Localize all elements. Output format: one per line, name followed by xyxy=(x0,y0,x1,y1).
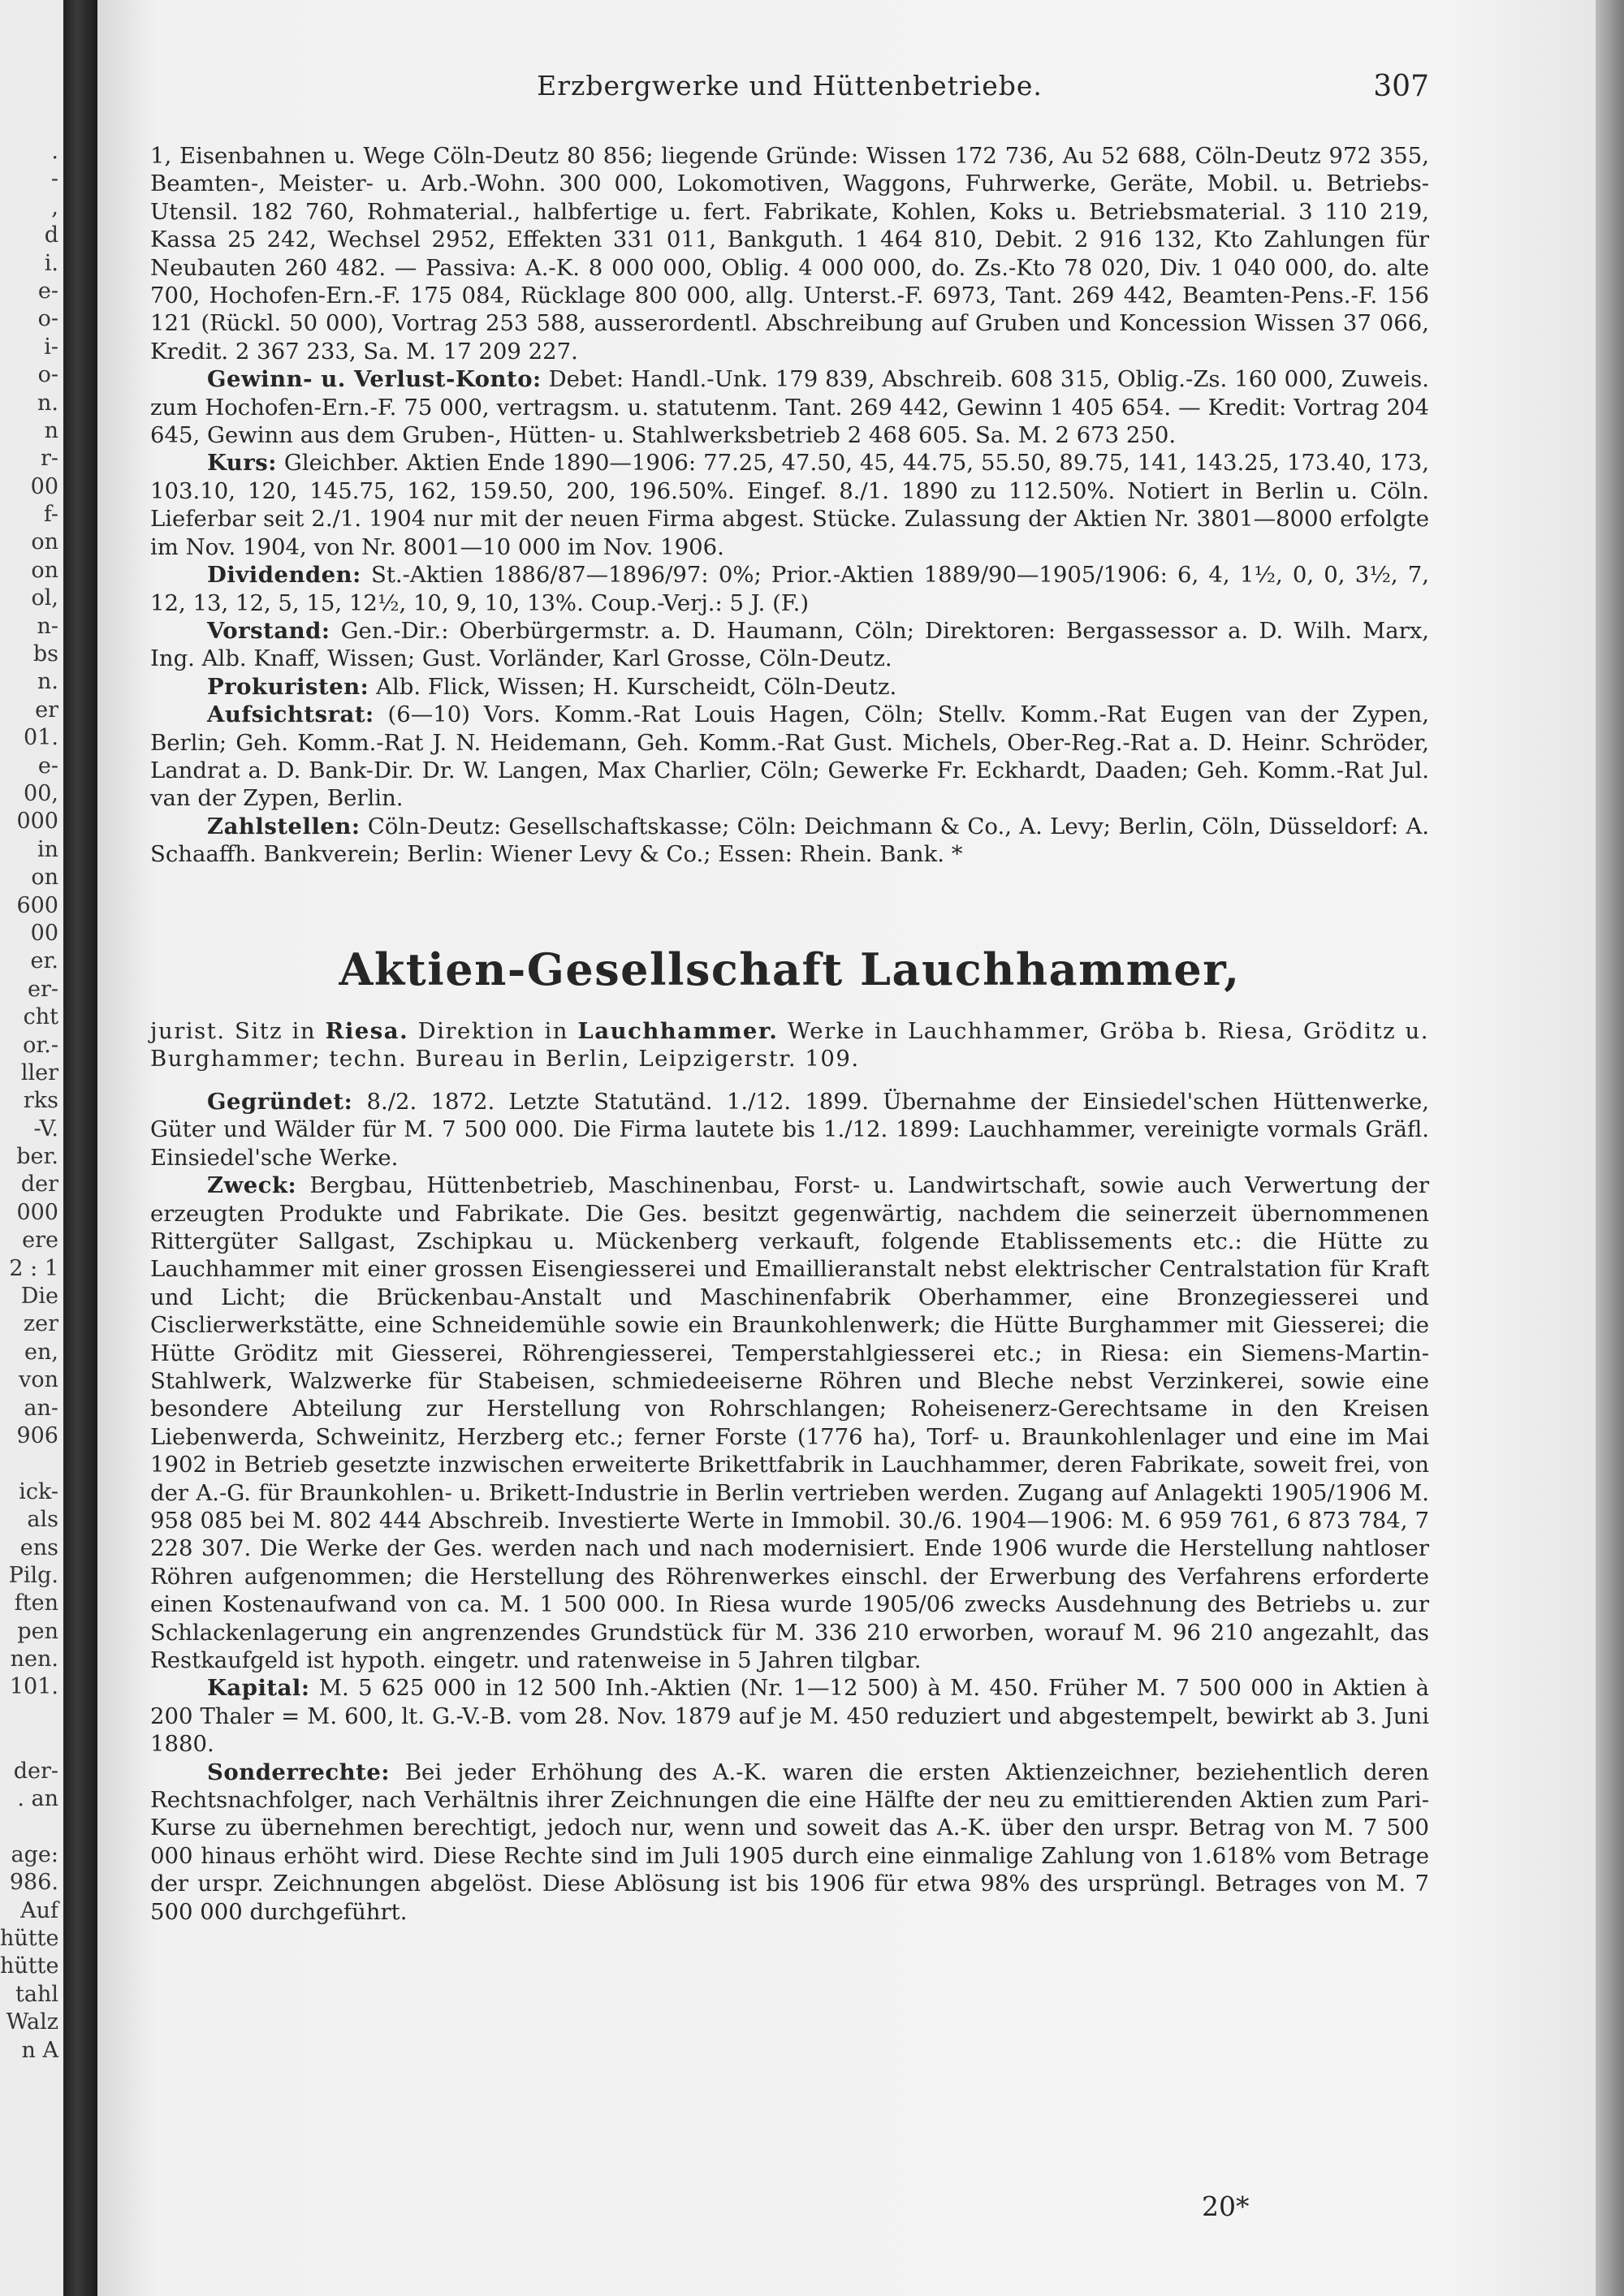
section-text: Debet: Handl.-Unk. 179 839, Abschreib. 608 315, Oblig.-Zs. 160 000, Zuweis. zum Hochofen-Ern.-F. 75 000, vertragsm. u. statutenm. Tant. 269 442, Gewinn 1 405 654. — Kredit: Vortrag 204 645, Gewinn aus dem Gruben-, Hütten- u. Stahlwerksbetrieb 2 468 605. Sa. M. 2 673 250. xyxy=(150,366,1429,449)
left-page-fragment: . xyxy=(51,139,58,164)
section-label: Aufsichtsrat: xyxy=(207,701,374,728)
section-label: Zweck: xyxy=(207,1172,297,1199)
section-text: Cöln-Deutz: Gesellschaftskasse; Cöln: Deichmann & Co., A. Levy; Berlin, Cöln, Düsseldorf: A. Schaaffh. Bankverein; Berlin: Wiener Levy & Co.; Essen: Rhein. Bank. * xyxy=(150,813,1429,868)
left-page-fragment: i- xyxy=(44,334,58,360)
section-label: Vorstand: xyxy=(207,617,330,644)
company-subtitle xyxy=(150,1017,1429,1073)
left-page-fragment: 2 : 1 xyxy=(9,1255,58,1281)
left-page-fragment xyxy=(0,1702,63,1729)
left-page-fragments xyxy=(0,138,63,2065)
left-page-fragment: -V. xyxy=(33,1116,58,1142)
left-page-fragment: n. xyxy=(37,669,58,695)
left-page-fragment: on xyxy=(31,557,58,583)
left-page-fragment: 00 xyxy=(30,473,58,499)
section-label: Zahlstellen: xyxy=(207,813,361,839)
left-page-fragment: i. xyxy=(44,250,58,276)
section-text: St.-Aktien 1886/87—1896/97: 0%; Prior.-Aktien 1889/90—1905/1906: 6, 4, 1½, 0, 0, 3½, 7, 12, 13, 12, 5, 15, 12½, 10, 9, 10, 13%. Coup.-Verj.: 5 J. (F.) xyxy=(150,562,1429,616)
left-page-fragment: - xyxy=(50,166,58,192)
kurs-section xyxy=(150,449,1429,561)
subtitle-part: jurist. Sitz in xyxy=(150,1018,317,1045)
left-page-fragment: ol, xyxy=(31,585,58,611)
left-page-fragment: ber. xyxy=(16,1144,58,1170)
direction-location: Lauchhammer. xyxy=(577,1018,779,1045)
left-page-fragment: pen xyxy=(17,1618,58,1644)
left-page-fragment: er. xyxy=(30,948,58,974)
left-page-fragment: ere xyxy=(22,1228,58,1254)
section-text: Bei jeder Erhöhung des A.-K. waren die ersten Aktienzeichner, beziehentlich deren Rechtsnachfolger, nach Verhältnis ihrer Zeichnungen die eine Hälfte der neu zu emittierenden Aktien zum Pari-Kurse zu übernehmen berechtigt, jedoch nur, wenn und soweit das A.-K. über den urspr. Betrag von M. 7 500 000 hinaus erhöht wird. Diese Rechte sind im Juli 1905 durch eine einmalige Zahlung von 1.618% vom Betrage der urspr. Zeichnungen abgelöst. Diese Ablösung ist bis 1906 für etwa 98% des ursprüngl. Betrages von M. 7 500 000 durchgeführt. xyxy=(150,1759,1429,1925)
left-page-fragment: Die xyxy=(20,1284,58,1310)
left-page-fragment: cht xyxy=(23,1004,58,1030)
left-page-fragment: on xyxy=(31,529,58,555)
left-page-fragment: o- xyxy=(37,306,58,332)
section-text: Alb. Flick, Wissen; H. Kurscheidt, Cöln-Deutz. xyxy=(376,673,897,700)
section-label: Gegründet: xyxy=(207,1088,353,1115)
left-page-fragment: ens xyxy=(19,1534,58,1560)
left-page-fragment: Auf xyxy=(20,1897,58,1923)
left-page-fragment: 01. xyxy=(24,725,58,751)
left-page-fragment: hütte xyxy=(0,1953,59,1979)
left-page-fragment: ller xyxy=(20,1060,58,1085)
left-page-fragment: or.- xyxy=(23,1032,58,1058)
section-text: 8./2. 1872. Letzte Statutänd. 1./12. 1899. Übernahme der Einsiedel'schen Hüttenwerke, Güter und Wälder für M. 7 500 000. Die Firma lautete bis 1./12. 1899: Lauchhammer, vereinigte vormals Gräfl. Einsiedel'sche Werke. xyxy=(150,1088,1429,1171)
left-page-fragment: nen. xyxy=(10,1646,58,1672)
left-page-fragment: d xyxy=(44,222,58,248)
left-page-fragment: o- xyxy=(37,362,58,388)
left-page-fragment: n xyxy=(44,417,58,443)
left-page-fragment: 000 xyxy=(16,1199,58,1225)
section-text: Gen.-Dir.: Oberbürgermstr. a. D. Haumann, Cöln; Direktoren: Bergassessor a. D. Wilh. Marx, Ing. Alb. Knaff, Wissen; Gust. Vorländer, Karl Grosse, Cöln-Deutz. xyxy=(150,617,1429,672)
left-page-fragment: Pilg. xyxy=(8,1562,58,1588)
kapital-section xyxy=(150,1674,1429,1758)
signature-mark: 20* xyxy=(1202,2190,1250,2222)
gewinn-verlust-section xyxy=(150,365,1429,449)
book-gutter xyxy=(63,0,97,2296)
right-page-edge xyxy=(1596,0,1624,2296)
left-page-fragment: 986. xyxy=(9,1870,58,1896)
section-text: (6—10) Vors. Komm.-Rat Louis Hagen, Cöln; Stellv. Komm.-Rat Eugen van der Zypen, Berlin; Geh. Komm.-Rat J. N. Heidemann, Geh. Komm.-Rat Gust. Michels, Ober-Reg.-Rat a. D. Heinr. Schröder, Landrat a. D. Bank-Dir. Dr. W. Langen, Max Charlier, Cöln; Gewerke Fr. Eckhardt, Daaden; Geh. Komm.-Rat Jul. van der Zypen, Berlin. xyxy=(150,701,1429,812)
legal-seat: Riesa. xyxy=(325,1018,409,1045)
zweck-section xyxy=(150,1172,1429,1674)
section-label: Kurs: xyxy=(207,450,277,477)
left-page-fragment: er- xyxy=(27,976,58,1002)
left-page-fragment: in xyxy=(37,836,58,862)
left-page-fragment: e- xyxy=(37,278,58,304)
section-label: Kapital: xyxy=(207,1675,310,1702)
aufsichtsrat-section xyxy=(150,701,1429,813)
company-title: Aktien-Gesellschaft Lauchhammer, xyxy=(339,943,1241,995)
left-page-fragment: n. xyxy=(37,390,58,416)
left-page-fragment: r- xyxy=(40,446,58,472)
left-page-fragment: bs xyxy=(32,641,58,667)
left-page-fragment: er xyxy=(35,697,58,723)
left-page-fragment: en, xyxy=(24,1339,58,1365)
section-label: Gewinn- u. Verlust-Konto: xyxy=(207,366,542,393)
left-page-fragment: e- xyxy=(37,753,58,779)
left-page-fragment: n- xyxy=(37,613,58,639)
left-page-fragment: der xyxy=(20,1172,58,1198)
page-header xyxy=(150,70,1429,110)
balance-continuation: 1, Eisenbahnen u. Wege Cöln-Deutz 80 856; liegende Gründe: Wissen 172 736, Au 52 688, Cöln-Deutz 972 355, Beamten-, Meister- u. Arb.-Wohn. 300 000, Lokomotiven, Waggons, Fuhrwerke, Geräte, Mobil. u. Betriebs-Utensil. 182 760, Rohmaterial., halbfertige u. fert. Fabrikate, Kohlen, Koks u. Betriebsmaterial. 3 110 219, Kassa 25 242, Wechsel 2952, Effekten 331 011, Bankguth. 1 464 810, Debit. 2 916 132, Kto Zahlungen für Neubauten 260 482. — Passiva: A.-K. 8 000 000, Oblig. 4 000 000, do. Zs.-Kto 78 020, Div. 1 040 000, do. alte 700, Hochofen-Ern.-F. 175 084, Rücklage 800 000, allg. Unterst.-F. 6973, Tant. 269 442, Beamten-Pens.-F. 156 121 (Rückl. 50 000), Vortrag 253 588, ausserordentl. Abschreibung auf Gruben und Koncession Wissen 37 066, Kredit. 2 367 233, Sa. M. 17 209 227. xyxy=(150,143,1429,365)
left-page-fragment xyxy=(0,1450,63,1478)
page-content xyxy=(150,142,1429,1926)
vorstand-section xyxy=(150,617,1429,673)
left-facing-page xyxy=(0,0,63,2296)
sonderrechte-section xyxy=(150,1759,1429,1926)
left-page-fragment: der- xyxy=(13,1758,58,1784)
left-page-fragment: ick- xyxy=(19,1478,58,1504)
left-page-fragment: tahl xyxy=(15,1981,58,2007)
left-page-fragment: ften xyxy=(14,1590,58,1616)
left-page-fragment: 600 xyxy=(16,892,58,918)
left-page-fragment: on xyxy=(31,865,58,891)
left-page-fragment: Walz xyxy=(6,2009,58,2035)
gegruendet-section xyxy=(150,1088,1429,1172)
section-label: Prokuristen: xyxy=(207,673,369,700)
left-page-fragment: . an xyxy=(17,1786,58,1812)
left-page-fragment: n A xyxy=(21,2037,58,2063)
left-page-fragment: 906 xyxy=(16,1422,58,1448)
dividenden-section xyxy=(150,561,1429,617)
left-page-fragment: 101. xyxy=(9,1674,58,1700)
subtitle-part: Direktion in xyxy=(417,1018,569,1045)
left-page-fragment: 00, xyxy=(24,780,58,806)
left-page-fragment: 00 xyxy=(30,920,58,946)
subtitle-part: Werke in Lauchhammer, Gröba b. Riesa, Gröditz u. Burghammer; techn. Bureau in Berlin, Leipzigerstr. 109. xyxy=(150,1018,1429,1072)
left-page-fragment: zer xyxy=(23,1311,58,1337)
section-text: Gleichber. Aktien Ende 1890—1906: 77.25, 47.50, 45, 44.75, 55.50, 89.75, 141, 143.25, 173.40, 173, 103.10, 120, 145.75, 162, 159.50, 200, 196.50%. Eingef. 8./1. 1890 zu 112.50%. Notiert in Berlin u. Cöln. Lieferbar seit 2./1. 1904 nur mit der neuen Firma abgest. Stücke. Zulassung der Aktien Nr. 3801—8000 erfolgte im Nov. 1904, von Nr. 8001—10 000 im Nov. 1906. xyxy=(150,450,1429,560)
section-text: Bergbau, Hüttenbetrieb, Maschinenbau, Forst- u. Landwirtschaft, sowie auch Verwertung der erzeugten Produkte und Fabrikate. Die Ges. besitzt gegenwärtig, nachdem die seinerzeit übernommenen Rittergüter Sallgast, Zschipkau u. Mückenberg verkauft, folgende Etablissements etc.: die Hütte zu Lauchhammer mit einer grossen Eisengiesserei und Emaillieranstalt nebst elektrischer Centralstation für Kraft und Licht; die Brückenbau-Anstalt und Maschinenfabrik Oberhammer, eine Bronzegiesserei und Cisclierwerkstätte, eine Schneidemühle sowie ein Braunkohlenwerk; die Hütte Burghammer mit Giesserei; die Hütte Gröditz mit Giesserei, Röhrengiesserei, Temperstahlgiesserei etc.; in Riesa: ein Siemens-Martin-Stahlwerk, Walzwerke für Stabeisen, schmiedeeiserne Röhren und Bleche nebst Verzinkerei, sowie eine besondere Abteilung zur Herstellung von Rohrschlangen; Roheisenerz-Gerechtsame in den Kreisen Liebenwerda, Schweinitz, Herzberg etc.; ferner Forste (1776 ha), Torf- u. Braunkohlenlager und eine im Mai 1902 in Betrieb gesetzte inzwischen erweiterte Brikettfabrik in Lauchhammer, deren Fabrikate, soweit frei, von der A.-G. für Braunkohlen- u. Brikett-Industrie in Berlin vertrieben werden. Zugang auf Anlagekti 1905/1906 M. 958 085 bei M. 802 444 Abschreib. Investierte Werte in Immobil. 30./6. 1904—1906: M. 6 959 761, 6 873 784, 7 228 307. Die Werke der Ges. werden nach und nach modernisiert. Ende 1906 wurde die Herstellung nahtloser Röhren aufgenommen; die Herstellung des Röhrenwerkes einschl. der Erwerbung des Verfahrens erforderte einen Kostenaufwand von ca. M. 1 500 000. In Riesa wurde 1905/06 zwecks Ausdehnung des Betriebs u. zur Schlackenlagerung ein angrenzendes Grundstück für M. 336 210 erworben, worauf M. 96 210 angezahlt, das Restkaufgeld ist hypoth. eingetr. und ratenweise in 5 Jahren tilgbar. xyxy=(150,1172,1429,1673)
prokuristen-section xyxy=(150,673,1429,701)
section-label: Dividenden: xyxy=(207,562,361,589)
left-page-fragment: , xyxy=(51,194,58,220)
zahlstellen-section xyxy=(150,813,1429,869)
page-number: 307 xyxy=(1373,70,1429,103)
left-page-fragment: als xyxy=(27,1507,58,1533)
left-page-fragment: an- xyxy=(24,1395,58,1421)
left-page-fragment: rks xyxy=(23,1088,58,1114)
section-text: M. 5 625 000 in 12 500 Inh.-Aktien (Nr. 1—12 500) à M. 450. Früher M. 7 500 000 in Aktien à 200 Thaler = M. 600, lt. G.-V.-B. vom 28. Nov. 1879 auf je M. 450 reduziert und abgestempelt, bewirkt ab 3. Juni 1880. xyxy=(150,1675,1429,1758)
left-page-fragment: age: xyxy=(11,1841,58,1867)
left-page-fragment xyxy=(0,1729,63,1757)
left-page-fragment: hütte xyxy=(0,1926,59,1951)
left-page-fragment: f- xyxy=(43,502,58,528)
running-head: Erzbergwerke und Hüttenbetriebe. xyxy=(537,70,1043,101)
section-label: Sonderrechte: xyxy=(207,1759,390,1785)
left-page-fragment: 000 xyxy=(16,809,58,835)
left-page-fragment xyxy=(0,1813,63,1841)
left-page-fragment: von xyxy=(19,1367,58,1393)
